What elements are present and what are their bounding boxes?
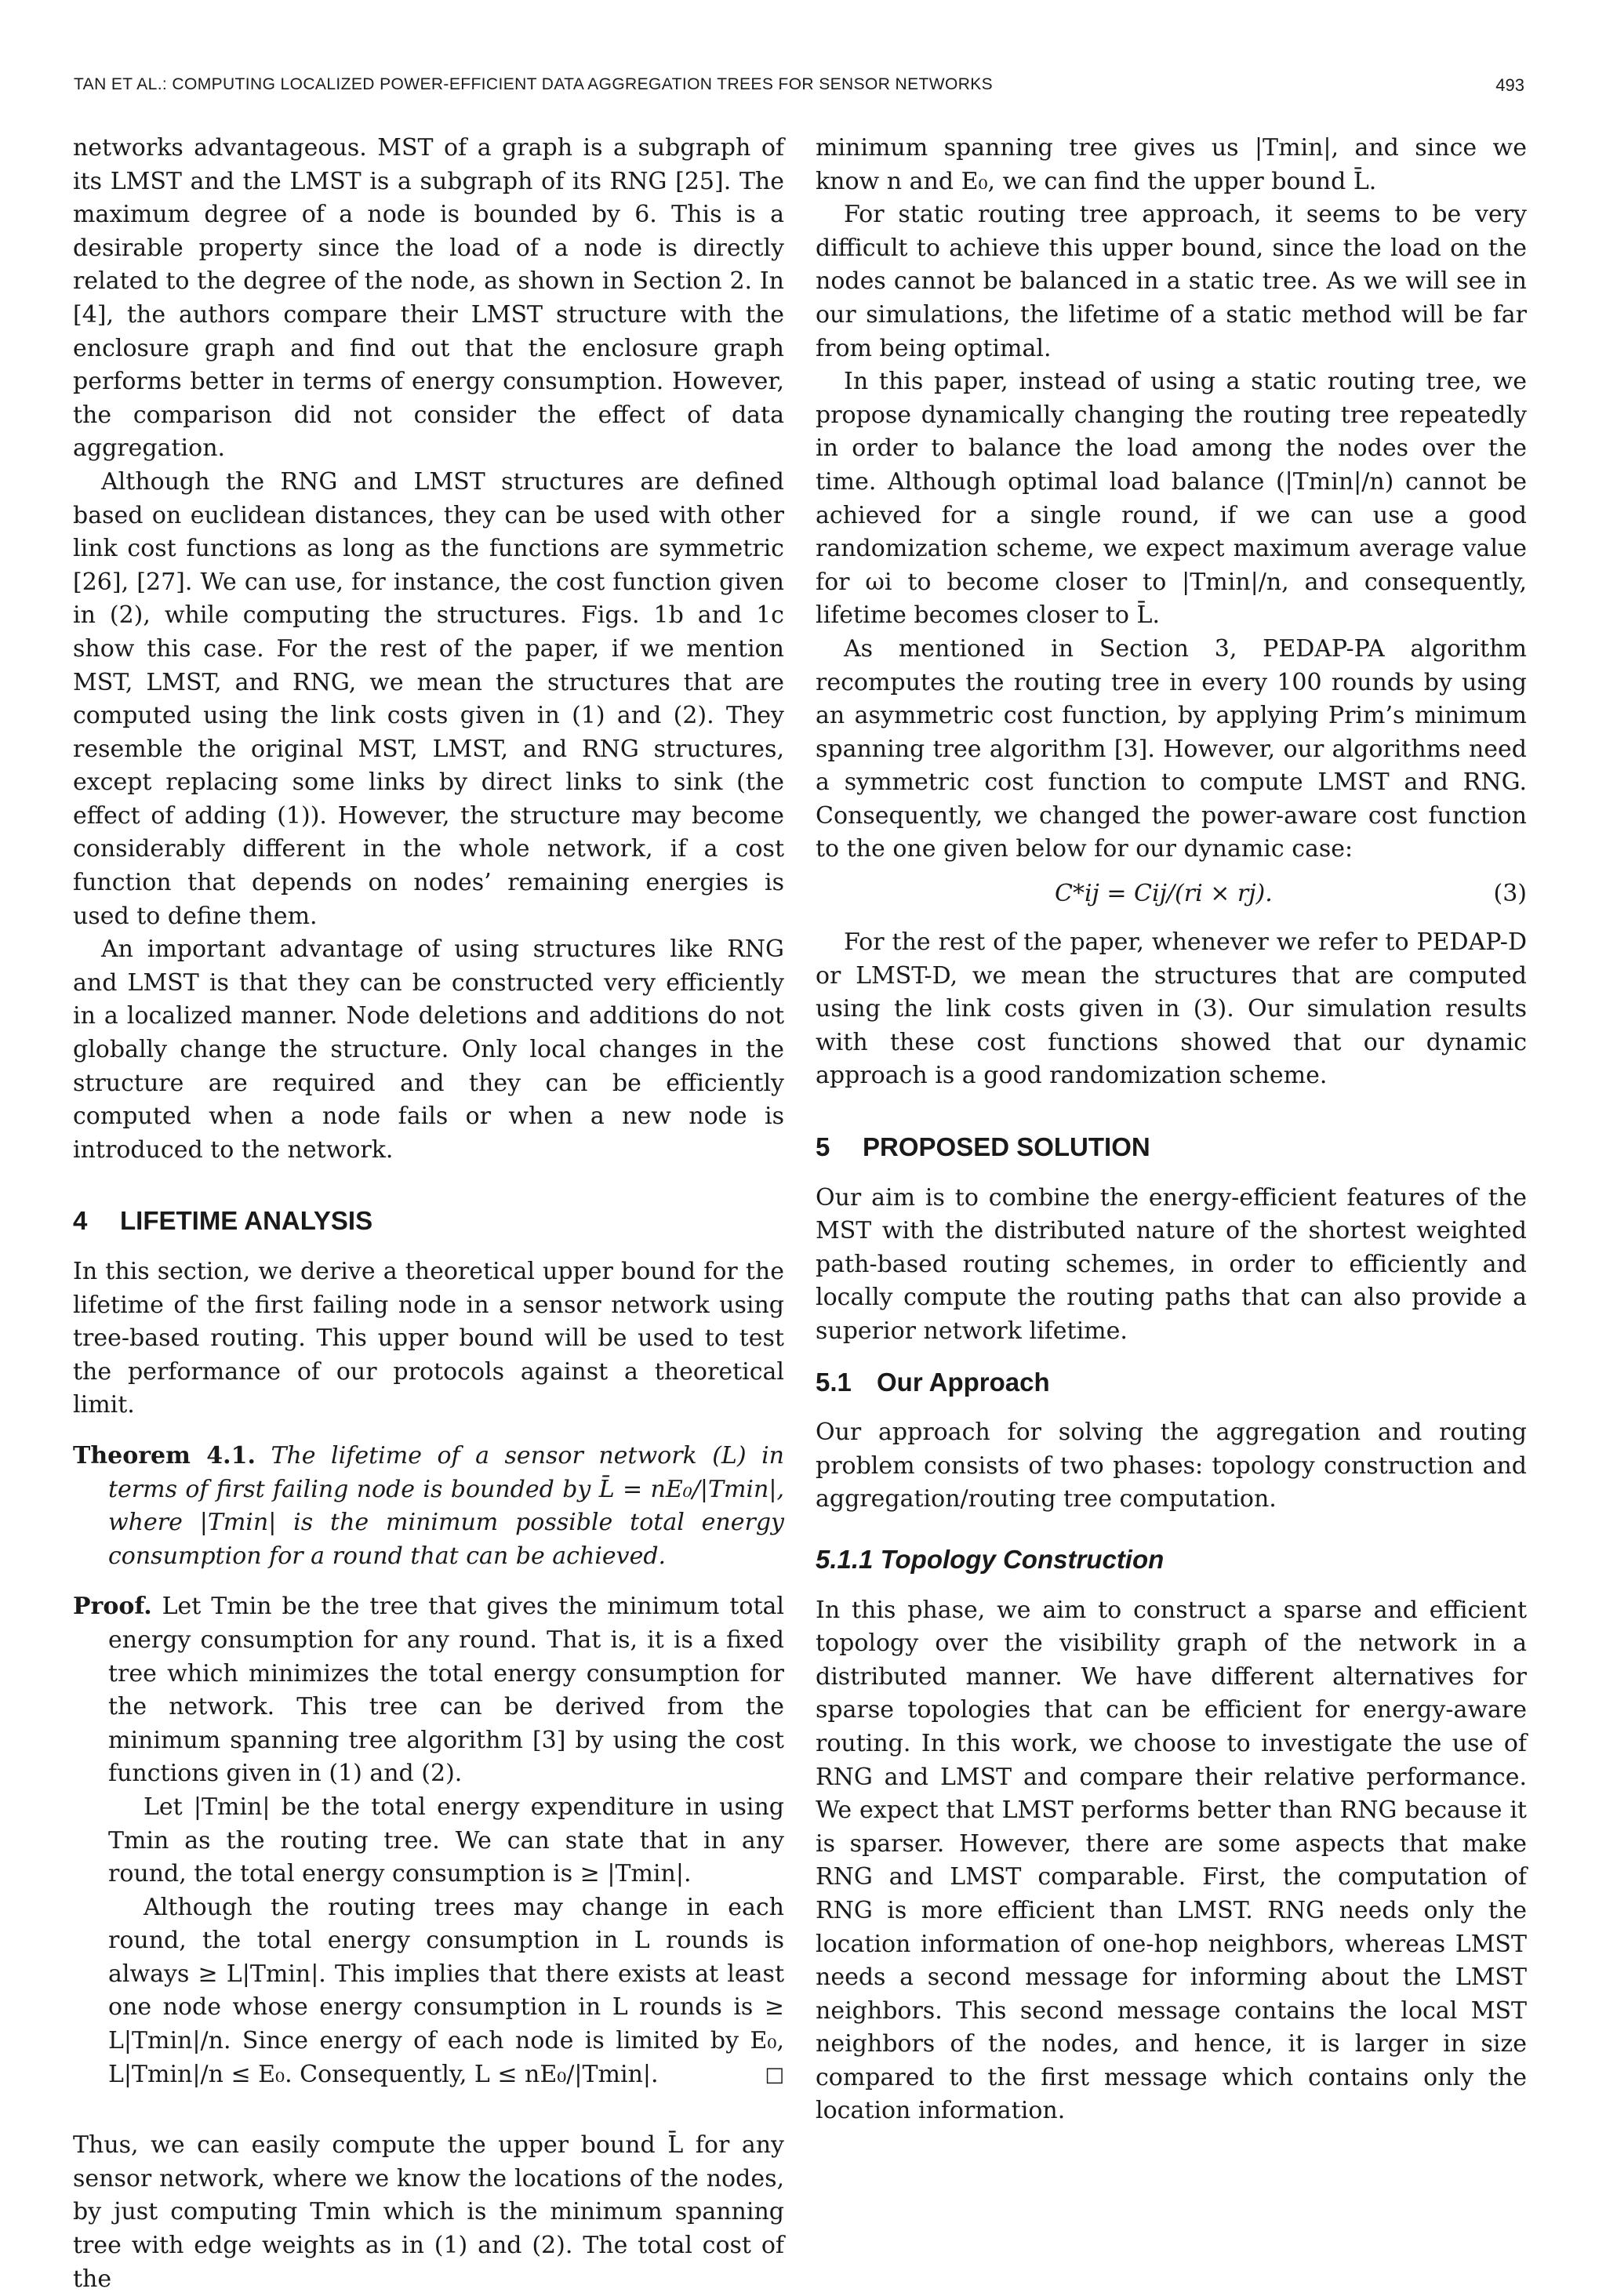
theorem — [73, 1440, 784, 1573]
subsection-heading-5-1 — [816, 1366, 1527, 1400]
section-number: 5 — [816, 1132, 830, 1162]
paragraph: In this paper, instead of using a static routing tree, we propose dynamically changing the routing tree repeatedly in order to balance the load among the nodes over the time. Although optimal load balance (|Tmin|/n) cannot be achieved for a single round, if we can use a good randomization scheme, we expect maximum average value for ωi to become closer to |Tmin|/n, and consequently, lifetime becomes closer to L̄. — [816, 368, 1527, 630]
paragraph: As mentioned in Section 3, PEDAP-PA algorithm recomputes the routing tree in every 100 rounds by using an asymmetric cost function, by applying Prim’s minimum spanning tree algorithm [3]. However, our algorithms need a symmetric cost function to compute LMST and RNG. Consequently, we changed the power-aware cost function to the one given below for our dynamic case: — [816, 634, 1527, 863]
paragraph: In this section, we derive a theoretical upper bound for the lifetime of the first failing node in a sensor network using tree-based routing. This upper bound will be used to test the performance of our protocols against a theoretical limit. — [73, 1258, 784, 1419]
running-head: TAN ET AL.: COMPUTING LOCALIZED POWER-EFFICIENT DATA AGGREGATION TREES FOR SENSOR NETWORKS — [74, 75, 994, 93]
equation-3 — [816, 877, 1527, 912]
right-column — [816, 132, 1527, 2128]
qed-symbol: □ — [765, 2062, 784, 2087]
equation-number: (3) — [1493, 880, 1527, 908]
section-heading-5 — [816, 1131, 1527, 1164]
paragraph: Our aim is to combine the energy-efficient features of the MST with the distributed nature of the shortest weighted path-based routing schemes, in order to efficiently and locally compute the routing paths that can also provide a superior network lifetime. — [816, 1183, 1527, 1345]
section-number: 4 — [73, 1206, 88, 1236]
paragraph: minimum spanning tree gives us |Tmin|, and since we know n and E₀, we can find the upper bound L̄. — [816, 134, 1527, 195]
subsection-title: Our Approach — [877, 1367, 1050, 1397]
paragraph: For static routing tree approach, it seems to be very difficult to achieve this upper bound, since the load on the nodes cannot be balanced in a static tree. As we will see in our simulations, the lifetime of a static method will be far from being optimal. — [816, 201, 1527, 362]
theorem-body: The lifetime of a sensor network (L) in terms of first failing node is bounded by L̄ = nE₀/|Tmin|, where |Tmin| is the minimum possible total energy consumption for a round that can be achieved. — [108, 1441, 784, 1570]
proof-paragraph — [73, 1891, 784, 2092]
paragraph: networks advantageous. MST of a graph is a subgraph of its LMST and the LMST is a subgraph of its RNG [25]. The maximum degree of a node is bounded by 6. This is a desirable property since the load of a node is directly related to the degree of the node, as shown in Section 2. In [4], the authors compare their LMST structure with the enclosure graph and find out that the enclosure graph performs better in terms of energy consumption. However, the comparison did not consider the effect of data aggregation. — [73, 134, 784, 463]
subsection-number: 5.1 — [816, 1367, 852, 1397]
proof — [73, 1590, 784, 1791]
paragraph: Our approach for solving the aggregation and routing problem consists of two phases: topology construction and aggregation/routing tree computation. — [816, 1419, 1527, 1513]
theorem-label: Theorem 4.1. — [73, 1441, 256, 1470]
section-heading-4 — [73, 1204, 784, 1238]
proof-label: Proof. — [73, 1593, 152, 1621]
subsubsection-heading-5-1-1: 5.1.1 Topology Construction — [816, 1544, 1165, 1574]
proof-text: Although the routing trees may change in each round, the total energy consumption in L rounds is always ≥ L|Tmin|. This implies that there exists at least one node whose energy consumption in L rounds is ≥ L|Tmin|/n. Since energy of each node is limited by E₀, L|Tmin|/n ≤ E₀. Consequently, L ≤ nE₀/|Tmin|. — [108, 1893, 784, 2088]
proof-text: Let Tmin be the tree that gives the minimum total energy consumption for any round. That is, it is a fixed tree which minimizes the total energy consumption for the network. This tree can be derived from the minimum spanning tree algorithm [3] by using the cost functions given in (1) and (2). — [108, 1593, 784, 1788]
page-number: 493 — [1495, 75, 1524, 95]
proof-paragraph: Let |Tmin| be the total energy expenditure in using Tmin as the routing tree. We can state that in any round, the total energy consumption is ≥ |Tmin|. — [108, 1793, 784, 1888]
left-column — [73, 132, 784, 2296]
paragraph: Although the RNG and LMST structures are defined based on euclidean distances, they can be used with other link cost functions as long as the functions are symmetric [26], [27]. We can use, for instance, the cost function given in (2), while computing the structures. Figs. 1b and 1c show this case. For the rest of the paper, if we mention MST, LMST, and RNG, we mean the structures that are computed using the link costs given in (1) and (2). They resemble the original MST, LMST, and RNG structures, except replacing some links by direct links to sink (the effect of adding (1)). However, the structure may become considerably different in the whole network, if a cost function that depends on nodes’ remaining energies is used to define them. — [73, 467, 784, 930]
section-title: PROPOSED SOLUTION — [863, 1132, 1150, 1162]
paragraph: Thus, we can easily compute the upper bound L̄ for any sensor network, where we know the locations of the nodes, by just computing Tmin which is the minimum spanning tree with edge weights as in (1) and (2). The total cost of the — [73, 2131, 784, 2293]
paragraph: For the rest of the paper, whenever we refer to PEDAP-D or LMST-D, we mean the structures that are computed using the link costs given in (3). Our simulation results with these cost functions showed that our dynamic approach is a good randomization scheme. — [816, 928, 1527, 1090]
section-title: LIFETIME ANALYSIS — [120, 1206, 373, 1236]
equation-expression: C*ij = Cij/(ri × rj). — [1055, 880, 1273, 908]
paragraph: An important advantage of using structures like RNG and LMST is that they can be constructed very efficiently in a localized manner. Node deletions and additions do not globally change the structure. Only local changes in the structure are required and they can be efficiently computed when a node fails or when a new node is introduced to the network. — [73, 935, 784, 1164]
paragraph: In this phase, we aim to construct a sparse and efficient topology over the visibility graph of the network in a distributed manner. We have different alternatives for sparse topologies that can be efficient for energy-aware routing. In this work, we choose to investigate the use of RNG and LMST and compare their relative performance. We expect that LMST performs better than RNG because it is sparser. However, there are some aspects that make RNG and LMST comparable. First, the computation of RNG is more efficient than LMST. RNG needs only the location information of one-hop neighbors, whereas LMST needs a second message for informing about the LMST neighbors. This second message contains the local MST neighbors of the nodes, and hence, it is larger in size compared to the first message which contains only the location information. — [816, 1596, 1527, 2125]
